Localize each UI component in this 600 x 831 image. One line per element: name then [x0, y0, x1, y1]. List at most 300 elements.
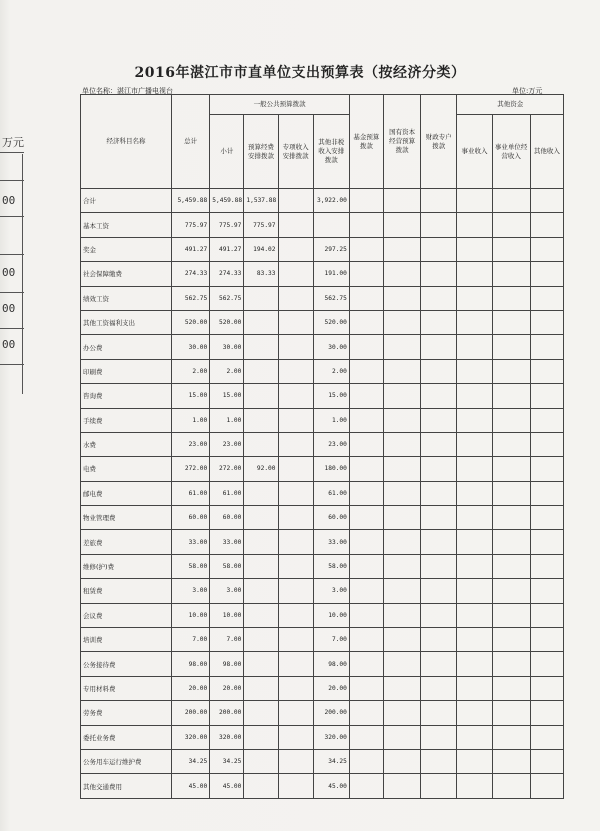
row-item-name: 会议费 — [81, 603, 172, 627]
cell-empty — [457, 628, 492, 652]
row-item-name: 办公费 — [81, 335, 172, 359]
row-item-name: 租赁费 — [81, 579, 172, 603]
cell-empty — [457, 481, 492, 505]
cell-subtotal: 23.00 — [210, 432, 244, 456]
cell-total: 491.27 — [172, 237, 210, 261]
table-row — [81, 335, 564, 359]
cell-empty — [492, 189, 530, 213]
row-item-name: 劳务费 — [81, 701, 172, 725]
cell-empty — [349, 676, 383, 700]
cell-empty — [421, 749, 457, 773]
table-row — [81, 725, 564, 749]
cell-empty — [530, 554, 563, 578]
cell-empty — [492, 237, 530, 261]
cell-other-nontax: 200.00 — [313, 701, 349, 725]
row-item-name: 物业管理费 — [81, 506, 172, 530]
table-row — [81, 554, 564, 578]
cell-empty — [383, 237, 420, 261]
cell-total: 15.00 — [172, 384, 210, 408]
cell-other-nontax: 7.00 — [313, 628, 349, 652]
cell-subtotal: 7.00 — [210, 628, 244, 652]
cell-empty — [530, 652, 563, 676]
cell-special — [278, 749, 313, 773]
cell-empty — [492, 701, 530, 725]
cell-empty — [421, 530, 457, 554]
row-item-name: 公务接待费 — [81, 652, 172, 676]
cell-special — [278, 262, 313, 286]
cell-other-nontax: 58.00 — [313, 554, 349, 578]
table-row — [81, 530, 564, 554]
cell-budget — [244, 310, 278, 334]
cell-empty — [457, 335, 492, 359]
cell-empty — [421, 189, 457, 213]
cell-empty — [349, 628, 383, 652]
cell-empty — [457, 725, 492, 749]
cell-subtotal: 10.00 — [210, 603, 244, 627]
cell-subtotal: 60.00 — [210, 506, 244, 530]
cell-empty — [349, 262, 383, 286]
cell-total: 274.33 — [172, 262, 210, 286]
cell-empty — [530, 506, 563, 530]
cell-empty — [492, 359, 530, 383]
cell-empty — [457, 189, 492, 213]
table-row — [81, 652, 564, 676]
cell-empty — [383, 628, 420, 652]
cell-empty — [457, 749, 492, 773]
cell-empty — [457, 359, 492, 383]
row-item-name: 其他交通费用 — [81, 774, 172, 798]
cell-empty — [349, 749, 383, 773]
page-title: 2016年湛江市市直单位支出预算表（按经济分类） — [134, 65, 466, 81]
cell-empty — [530, 359, 563, 383]
cell-special — [278, 579, 313, 603]
cell-empty — [457, 408, 492, 432]
cell-total: 33.00 — [172, 530, 210, 554]
cell-empty — [530, 189, 563, 213]
cell-subtotal: 45.00 — [210, 774, 244, 798]
cell-total: 45.00 — [172, 774, 210, 798]
cell-budget: 194.02 — [244, 237, 278, 261]
cell-total: 562.75 — [172, 286, 210, 310]
cell-empty — [383, 384, 420, 408]
cell-empty — [457, 774, 492, 798]
header-economic-item: 经济科目名称 — [81, 95, 172, 189]
cell-empty — [457, 530, 492, 554]
cell-other-nontax: 23.00 — [313, 432, 349, 456]
cell-budget — [244, 432, 278, 456]
cell-empty — [457, 310, 492, 334]
cell-budget — [244, 603, 278, 627]
cell-empty — [457, 701, 492, 725]
cell-empty — [421, 774, 457, 798]
cell-empty — [421, 457, 457, 481]
header-subtotal: 小计 — [210, 115, 244, 189]
cell-empty — [421, 286, 457, 310]
cell-subtotal: 34.25 — [210, 749, 244, 773]
cell-empty — [421, 408, 457, 432]
cell-empty — [421, 310, 457, 334]
cell-empty — [349, 213, 383, 237]
cell-empty — [349, 554, 383, 578]
row-item-name: 手续费 — [81, 408, 172, 432]
cell-empty — [383, 213, 420, 237]
cell-empty — [530, 579, 563, 603]
cell-empty — [383, 286, 420, 310]
cell-empty — [383, 603, 420, 627]
table-row — [81, 481, 564, 505]
bleed-value: 00 — [2, 266, 16, 279]
header-other-nontax: 其他非税收入安排拨款 — [313, 115, 349, 189]
previous-page-bleed — [0, 124, 24, 404]
cell-other-nontax: 10.00 — [313, 603, 349, 627]
row-item-name: 邮电费 — [81, 481, 172, 505]
cell-other-nontax: 60.00 — [313, 506, 349, 530]
row-item-name: 基本工资 — [81, 213, 172, 237]
cell-empty — [421, 359, 457, 383]
cell-subtotal: 200.00 — [210, 701, 244, 725]
header-business-unit-income: 事业单位经营收入 — [492, 115, 530, 189]
cell-budget — [244, 701, 278, 725]
cell-total: 520.00 — [172, 310, 210, 334]
cell-special — [278, 676, 313, 700]
cell-special — [278, 603, 313, 627]
cell-budget — [244, 725, 278, 749]
row-item-name: 电费 — [81, 457, 172, 481]
cell-other-nontax: 30.00 — [313, 335, 349, 359]
row-item-name: 合计 — [81, 189, 172, 213]
row-item-name: 公务用车运行维护费 — [81, 749, 172, 773]
table-row — [81, 749, 564, 773]
cell-empty — [349, 189, 383, 213]
cell-budget: 92.00 — [244, 457, 278, 481]
cell-budget — [244, 554, 278, 578]
cell-other-nontax: 3.00 — [313, 579, 349, 603]
cell-empty — [492, 408, 530, 432]
cell-other-nontax: 61.00 — [313, 481, 349, 505]
cell-total: 775.97 — [172, 213, 210, 237]
header-general-budget: 一般公共预算拨款 — [210, 95, 350, 115]
cell-empty — [421, 384, 457, 408]
table-body — [81, 189, 564, 799]
header-other-income: 其他收入 — [530, 115, 563, 189]
cell-total: 7.00 — [172, 628, 210, 652]
cell-other-nontax: 98.00 — [313, 652, 349, 676]
cell-budget — [244, 506, 278, 530]
cell-other-nontax: 45.00 — [313, 774, 349, 798]
cell-empty — [383, 554, 420, 578]
cell-total: 3.00 — [172, 579, 210, 603]
cell-empty — [457, 652, 492, 676]
cell-empty — [349, 286, 383, 310]
cell-special — [278, 725, 313, 749]
cell-other-nontax: 34.25 — [313, 749, 349, 773]
cell-empty — [457, 506, 492, 530]
cell-empty — [383, 725, 420, 749]
cell-empty — [349, 432, 383, 456]
row-item-name: 绩效工资 — [81, 286, 172, 310]
cell-total: 58.00 — [172, 554, 210, 578]
cell-empty — [530, 237, 563, 261]
cell-empty — [530, 335, 563, 359]
cell-subtotal: 30.00 — [210, 335, 244, 359]
cell-subtotal: 15.00 — [210, 384, 244, 408]
cell-special — [278, 213, 313, 237]
cell-empty — [383, 408, 420, 432]
cell-empty — [457, 603, 492, 627]
header-fiscal-account: 财政专户拨款 — [421, 95, 457, 189]
cell-empty — [530, 432, 563, 456]
cell-subtotal: 562.75 — [210, 286, 244, 310]
cell-special — [278, 481, 313, 505]
table-row — [81, 213, 564, 237]
table-row — [81, 603, 564, 627]
cell-empty — [349, 237, 383, 261]
cell-empty — [421, 335, 457, 359]
table-row — [81, 676, 564, 700]
cell-empty — [457, 262, 492, 286]
cell-subtotal: 61.00 — [210, 481, 244, 505]
cell-empty — [530, 286, 563, 310]
cell-special — [278, 652, 313, 676]
header-other-funds: 其他资金 — [457, 95, 564, 115]
header-budget-allocation: 预算经费安排拨款 — [244, 115, 278, 189]
cell-empty — [383, 506, 420, 530]
cell-empty — [421, 237, 457, 261]
cell-empty — [421, 603, 457, 627]
table-row — [81, 579, 564, 603]
cell-budget — [244, 628, 278, 652]
cell-total: 20.00 — [172, 676, 210, 700]
cell-empty — [383, 335, 420, 359]
table-row — [81, 359, 564, 383]
row-item-name: 专用材料费 — [81, 676, 172, 700]
cell-subtotal: 1.00 — [210, 408, 244, 432]
cell-other-nontax — [313, 213, 349, 237]
cell-empty — [492, 725, 530, 749]
cell-special — [278, 286, 313, 310]
cell-subtotal: 33.00 — [210, 530, 244, 554]
table-row — [81, 628, 564, 652]
cell-empty — [530, 481, 563, 505]
cell-empty — [530, 408, 563, 432]
cell-other-nontax: 320.00 — [313, 725, 349, 749]
cell-subtotal: 491.27 — [210, 237, 244, 261]
cell-empty — [421, 579, 457, 603]
cell-total: 200.00 — [172, 701, 210, 725]
cell-empty — [457, 432, 492, 456]
cell-subtotal: 3.00 — [210, 579, 244, 603]
cell-budget — [244, 749, 278, 773]
cell-empty — [492, 579, 530, 603]
table-row — [81, 189, 564, 213]
cell-other-nontax: 180.00 — [313, 457, 349, 481]
cell-empty — [492, 262, 530, 286]
cell-empty — [530, 628, 563, 652]
cell-empty — [530, 749, 563, 773]
cell-empty — [421, 676, 457, 700]
cell-empty — [383, 457, 420, 481]
cell-total: 23.00 — [172, 432, 210, 456]
cell-budget — [244, 335, 278, 359]
table-row — [81, 457, 564, 481]
row-item-name: 差旅费 — [81, 530, 172, 554]
cell-budget — [244, 579, 278, 603]
cell-total: 98.00 — [172, 652, 210, 676]
cell-total: 2.00 — [172, 359, 210, 383]
row-item-name: 水费 — [81, 432, 172, 456]
cell-subtotal: 58.00 — [210, 554, 244, 578]
cell-total: 34.25 — [172, 749, 210, 773]
cell-empty — [383, 701, 420, 725]
row-item-name: 印刷费 — [81, 359, 172, 383]
cell-budget — [244, 481, 278, 505]
cell-special — [278, 774, 313, 798]
table-row — [81, 701, 564, 725]
cell-empty — [383, 481, 420, 505]
cell-special — [278, 628, 313, 652]
cell-empty — [530, 676, 563, 700]
cell-empty — [492, 749, 530, 773]
header-total: 总计 — [172, 95, 210, 189]
cell-empty — [349, 408, 383, 432]
header-state-capital: 国有资本经营预算拨款 — [383, 95, 420, 189]
cell-empty — [421, 701, 457, 725]
cell-other-nontax: 520.00 — [313, 310, 349, 334]
cell-empty — [349, 774, 383, 798]
cell-empty — [530, 725, 563, 749]
cell-empty — [349, 310, 383, 334]
cell-other-nontax: 3,922.00 — [313, 189, 349, 213]
cell-empty — [349, 701, 383, 725]
cell-empty — [492, 774, 530, 798]
cell-special — [278, 237, 313, 261]
cell-empty — [457, 457, 492, 481]
cell-empty — [492, 335, 530, 359]
cell-budget — [244, 530, 278, 554]
cell-empty — [457, 384, 492, 408]
cell-empty — [530, 262, 563, 286]
cell-empty — [530, 457, 563, 481]
cell-other-nontax: 20.00 — [313, 676, 349, 700]
cell-empty — [349, 481, 383, 505]
cell-empty — [421, 652, 457, 676]
bleed-unit: 万元 — [2, 136, 24, 149]
row-item-name: 委托业务费 — [81, 725, 172, 749]
cell-budget — [244, 408, 278, 432]
cell-empty — [349, 579, 383, 603]
cell-total: 10.00 — [172, 603, 210, 627]
cell-empty — [457, 554, 492, 578]
unit-name: 单位名称：湛江市广播电视台 — [82, 87, 173, 95]
cell-budget — [244, 676, 278, 700]
cell-budget: 775.97 — [244, 213, 278, 237]
table-row — [81, 286, 564, 310]
cell-empty — [349, 359, 383, 383]
cell-special — [278, 310, 313, 334]
cell-other-nontax: 297.25 — [313, 237, 349, 261]
cell-empty — [349, 457, 383, 481]
cell-budget — [244, 286, 278, 310]
cell-subtotal: 5,459.88 — [210, 189, 244, 213]
cell-budget — [244, 359, 278, 383]
table-row — [81, 384, 564, 408]
cell-empty — [383, 432, 420, 456]
cell-empty — [421, 725, 457, 749]
cell-special — [278, 384, 313, 408]
cell-budget: 83.33 — [244, 262, 278, 286]
cell-subtotal: 775.97 — [210, 213, 244, 237]
cell-budget — [244, 652, 278, 676]
cell-special — [278, 701, 313, 725]
cell-total: 320.00 — [172, 725, 210, 749]
cell-empty — [421, 213, 457, 237]
cell-empty — [530, 384, 563, 408]
table-row — [81, 262, 564, 286]
cell-subtotal: 320.00 — [210, 725, 244, 749]
cell-empty — [421, 262, 457, 286]
cell-empty — [421, 628, 457, 652]
cell-empty — [492, 310, 530, 334]
cell-special — [278, 506, 313, 530]
table-row — [81, 432, 564, 456]
cell-empty — [383, 749, 420, 773]
cell-other-nontax: 15.00 — [313, 384, 349, 408]
bleed-value: 00 — [2, 194, 16, 207]
cell-empty — [383, 530, 420, 554]
cell-empty — [492, 554, 530, 578]
cell-budget: 1,537.88 — [244, 189, 278, 213]
cell-other-nontax: 191.00 — [313, 262, 349, 286]
header-fund-budget: 基金预算拨款 — [349, 95, 383, 189]
cell-special — [278, 457, 313, 481]
cell-empty — [457, 676, 492, 700]
cell-subtotal: 520.00 — [210, 310, 244, 334]
cell-empty — [492, 506, 530, 530]
cell-empty — [492, 530, 530, 554]
cell-empty — [492, 384, 530, 408]
cell-empty — [492, 652, 530, 676]
header-special-income: 专项收入安排拨款 — [278, 115, 313, 189]
cell-empty — [349, 335, 383, 359]
cell-subtotal: 2.00 — [210, 359, 244, 383]
cell-empty — [383, 652, 420, 676]
cell-other-nontax: 2.00 — [313, 359, 349, 383]
cell-empty — [530, 774, 563, 798]
header-business-income: 事业收入 — [457, 115, 492, 189]
row-item-name: 奖金 — [81, 237, 172, 261]
cell-empty — [492, 213, 530, 237]
cell-empty — [457, 286, 492, 310]
cell-empty — [492, 481, 530, 505]
cell-subtotal: 272.00 — [210, 457, 244, 481]
table-row — [81, 408, 564, 432]
cell-empty — [530, 213, 563, 237]
cell-empty — [383, 676, 420, 700]
cell-special — [278, 408, 313, 432]
row-item-name: 维修(护)费 — [81, 554, 172, 578]
cell-empty — [421, 506, 457, 530]
cell-empty — [383, 579, 420, 603]
cell-other-nontax: 33.00 — [313, 530, 349, 554]
cell-special — [278, 335, 313, 359]
cell-empty — [457, 237, 492, 261]
cell-empty — [421, 432, 457, 456]
cell-total: 1.00 — [172, 408, 210, 432]
cell-special — [278, 359, 313, 383]
table-row — [81, 237, 564, 261]
cell-empty — [492, 628, 530, 652]
cell-special — [278, 432, 313, 456]
